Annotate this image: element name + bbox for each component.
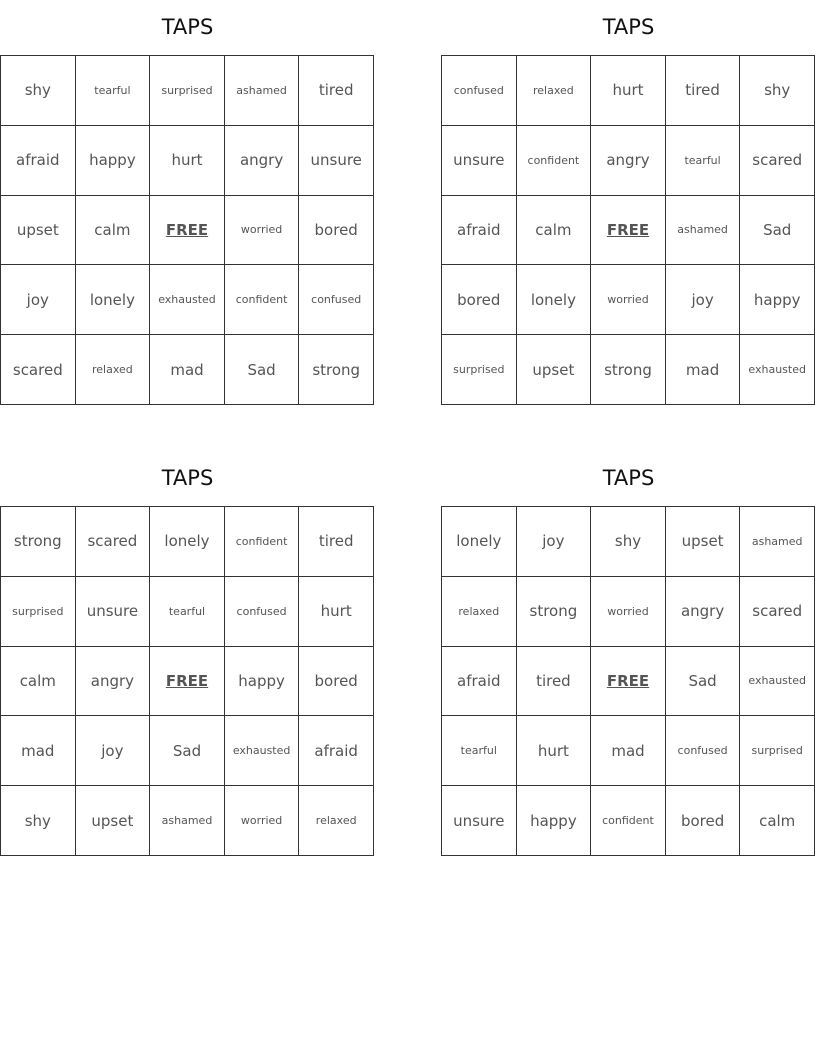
bingo-cell: bored [299, 647, 374, 717]
bingo-cell: bored [299, 196, 374, 266]
bingo-cell: tearful [150, 577, 225, 647]
bingo-cell: calm [1, 647, 76, 717]
bingo-grid [441, 55, 815, 405]
free-space-cell: FREE [591, 647, 666, 717]
bingo-cell: strong [517, 577, 592, 647]
bingo-cell: shy [740, 56, 815, 126]
bingo-cell: worried [225, 786, 300, 856]
bingo-cell: scared [740, 126, 815, 196]
card-title: TAPS [161, 466, 214, 490]
bingo-cell: tired [666, 56, 741, 126]
bingo-cell: confident [225, 507, 300, 577]
bingo-cell: exhausted [740, 335, 815, 405]
bingo-cell: relaxed [299, 786, 374, 856]
bingo-cell: relaxed [517, 56, 592, 126]
bingo-cell: mad [591, 716, 666, 786]
bingo-cell: happy [517, 786, 592, 856]
bingo-cell: confident [517, 126, 592, 196]
bingo-cell: tired [299, 56, 374, 126]
bingo-cell: unsure [442, 126, 517, 196]
bingo-cell: lonely [76, 265, 151, 335]
bingo-cell: worried [591, 265, 666, 335]
bingo-cell: confused [225, 577, 300, 647]
bingo-cell: confused [442, 56, 517, 126]
bingo-cell: hurt [591, 56, 666, 126]
bingo-cell: hurt [299, 577, 374, 647]
bingo-cell: happy [740, 265, 815, 335]
bingo-cell: joy [1, 265, 76, 335]
bingo-cell: mad [666, 335, 741, 405]
bingo-cell: joy [666, 265, 741, 335]
bingo-cell: lonely [517, 265, 592, 335]
bingo-cell: mad [150, 335, 225, 405]
bingo-cell: worried [225, 196, 300, 266]
bingo-cell: ashamed [225, 56, 300, 126]
bingo-cell: hurt [150, 126, 225, 196]
bingo-cell: strong [591, 335, 666, 405]
bingo-cell: tearful [666, 126, 741, 196]
bingo-cell: angry [225, 126, 300, 196]
bingo-cell: tearful [442, 716, 517, 786]
bingo-cell: mad [1, 716, 76, 786]
bingo-cell: tired [299, 507, 374, 577]
bingo-cell: shy [1, 786, 76, 856]
bingo-cell: Sad [666, 647, 741, 717]
card-title: TAPS [602, 466, 655, 490]
bingo-cell: bored [666, 786, 741, 856]
bingo-cell: happy [76, 126, 151, 196]
bingo-cell: upset [76, 786, 151, 856]
card-title: TAPS [602, 15, 655, 39]
bingo-cell: confident [225, 265, 300, 335]
bingo-cell: afraid [1, 126, 76, 196]
free-space-cell: FREE [591, 196, 666, 266]
bingo-cell: ashamed [740, 507, 815, 577]
bingo-cell: unsure [76, 577, 151, 647]
bingo-cell: calm [740, 786, 815, 856]
bingo-cell: angry [76, 647, 151, 717]
bingo-cell: surprised [1, 577, 76, 647]
bingo-cell: strong [1, 507, 76, 577]
bingo-cell: tearful [76, 56, 151, 126]
bingo-cell: worried [591, 577, 666, 647]
bingo-cell: joy [517, 507, 592, 577]
bingo-cell: upset [517, 335, 592, 405]
free-space-cell: FREE [150, 647, 225, 717]
bingo-cell: tired [517, 647, 592, 717]
bingo-cell: strong [299, 335, 374, 405]
bingo-cell: Sad [740, 196, 815, 266]
bingo-cell: exhausted [150, 265, 225, 335]
bingo-cell: upset [1, 196, 76, 266]
bingo-cell: afraid [299, 716, 374, 786]
bingo-cell: unsure [442, 786, 517, 856]
bingo-cell: calm [517, 196, 592, 266]
bingo-cell: upset [666, 507, 741, 577]
free-space-cell: FREE [150, 196, 225, 266]
bingo-grid [0, 506, 374, 856]
bingo-grid [0, 55, 374, 405]
bingo-cell: angry [666, 577, 741, 647]
bingo-cell: surprised [442, 335, 517, 405]
card-title: TAPS [161, 15, 214, 39]
bingo-cell: ashamed [150, 786, 225, 856]
bingo-cell: lonely [442, 507, 517, 577]
bingo-cell: ashamed [666, 196, 741, 266]
bingo-cell: confused [299, 265, 374, 335]
bingo-cell: scared [76, 507, 151, 577]
bingo-cell: unsure [299, 126, 374, 196]
bingo-cell: confused [666, 716, 741, 786]
bingo-cell: bored [442, 265, 517, 335]
bingo-cell: exhausted [740, 647, 815, 717]
bingo-cell: afraid [442, 647, 517, 717]
bingo-cell: surprised [150, 56, 225, 126]
bingo-cell: shy [591, 507, 666, 577]
bingo-cell: Sad [225, 335, 300, 405]
bingo-cell: scared [1, 335, 76, 405]
bingo-cell: lonely [150, 507, 225, 577]
bingo-cell: relaxed [76, 335, 151, 405]
bingo-cell: exhausted [225, 716, 300, 786]
bingo-cell: calm [76, 196, 151, 266]
bingo-cell: Sad [150, 716, 225, 786]
bingo-grid [441, 506, 815, 856]
bingo-cell: surprised [740, 716, 815, 786]
bingo-cell: happy [225, 647, 300, 717]
bingo-cell: scared [740, 577, 815, 647]
bingo-cell: angry [591, 126, 666, 196]
bingo-cell: confident [591, 786, 666, 856]
bingo-cell: afraid [442, 196, 517, 266]
bingo-cell: joy [76, 716, 151, 786]
bingo-cell: relaxed [442, 577, 517, 647]
bingo-cell: shy [1, 56, 76, 126]
bingo-cell: hurt [517, 716, 592, 786]
